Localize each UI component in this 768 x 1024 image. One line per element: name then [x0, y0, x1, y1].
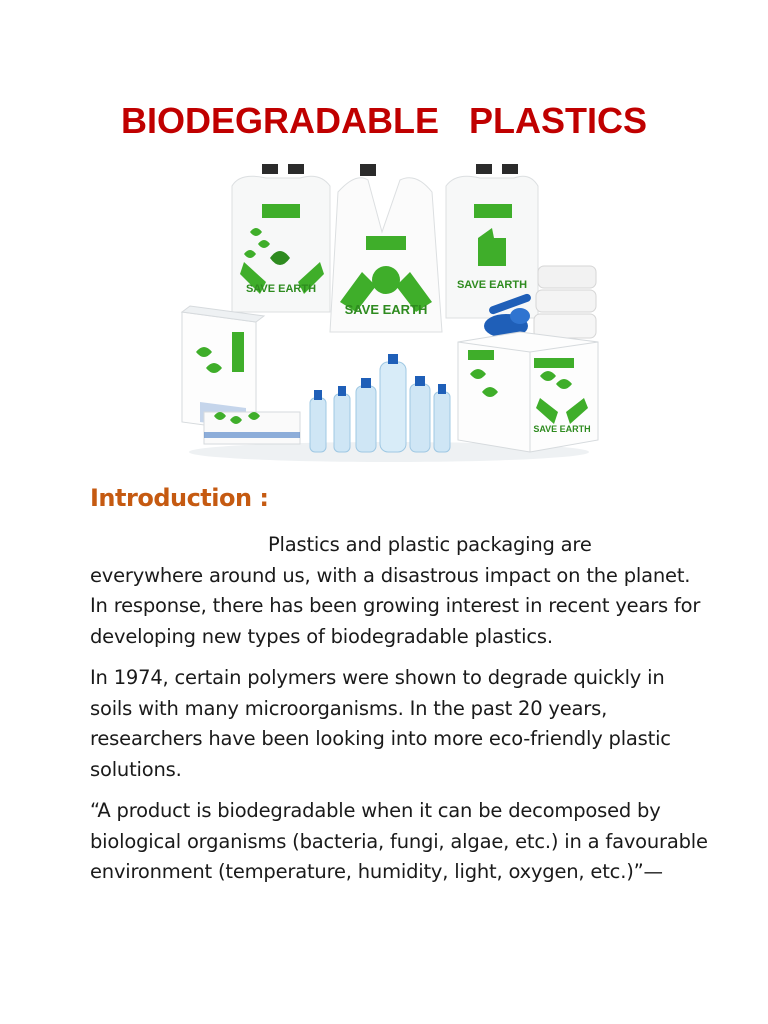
bag-left-label: SAVE EARTH	[245, 283, 317, 295]
products-illustration	[170, 162, 608, 464]
paragraph-1-line-1: Plastics and plastic packaging are	[268, 533, 592, 556]
bag-right-label: SAVE EARTH	[456, 279, 528, 291]
paragraph-3-line-2: biological organisms (bacteria, fungi, algae, etc.) in a favourable	[90, 829, 708, 853]
paragraph-2-line-4: solutions.	[90, 757, 182, 781]
paragraph-2	[90, 663, 690, 785]
paragraph-1	[90, 530, 701, 652]
box-right	[458, 332, 598, 452]
paragraph-2-line-2: soils with many microorganisms. In the past 20 years,	[90, 696, 608, 720]
paragraph-2-line-1: In 1974, certain polymers were shown to degrade quickly in	[90, 666, 665, 689]
paragraph-1-line-2: everywhere around us, with a disastrous impact on the planet.	[90, 563, 691, 587]
paragraph-3-line-3: environment (temperature, humidity, light, oxygen, etc.)”—	[90, 860, 663, 883]
biodegradable-products-image	[170, 162, 608, 464]
paragraph-3	[90, 796, 708, 888]
bag-left	[232, 164, 330, 312]
paragraph-3-line-1: “A product is biodegradable when it can be decomposed by	[90, 799, 661, 822]
bag-middle-label: SAVE EARTH	[344, 302, 428, 317]
paragraph-1-line-4: developing new types of biodegradable plastics.	[90, 624, 553, 648]
paragraph-2-line-3: researchers have been looking into more eco-friendly plastic	[90, 727, 671, 750]
intro-heading: Introduction :	[90, 484, 269, 512]
box-right-label: SAVE EARTH	[533, 424, 591, 434]
food-containers	[534, 266, 596, 338]
page-title: BIODEGRADABLE PLASTICS	[120, 100, 648, 141]
paragraph-1-line-3: In response, there has been growing interest in recent years for	[90, 594, 701, 617]
